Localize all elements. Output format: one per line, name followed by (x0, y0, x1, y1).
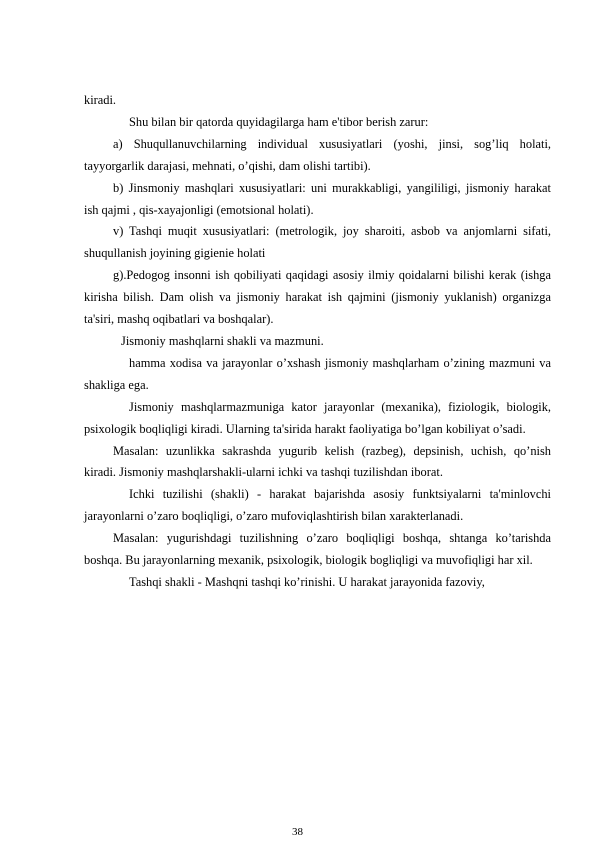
paragraph: hamma xodisa va jarayonlar o’xshash jismoniy mashqlarham o’zining mazmuni va shakliga ega. (84, 355, 551, 392)
paragraph: Tashqi shakli - Mashqni tashqi ko’rinishi. U harakat jarayonida fazoviy, (129, 574, 485, 589)
paragraph: Jismoniy mashqlarmazmuniga kator jarayonlar (mexanika), fiziologik, biologik, psixologik boqliqligi kiradi. Ularning ta'sirida harakt faoliyatiga bo’lgan kobiliyat o’sadi. (84, 399, 551, 436)
paragraph: g).Pedogog insonni ish qobiliyati qaqidagi asosiy ilmiy qoidalarni bilishi kerak (ishga kirisha bilish. Dam olish va jismoniy harakat ish qajmini (jismoniy yuklanish) organizga ta'siri, mashq oqibatlari va boshqalar). (84, 268, 551, 327)
paragraph: b) Jinsmoniy mashqlari xususiyatlari: uni murakkabligi, yangililigi, jismoniy harakat ish qajmi , qis-xayajonligi (emotsional holati). (84, 180, 551, 217)
body-text (84, 90, 551, 594)
paragraph: Shu bilan bir qatorda quyidagilarga ham e'tibor berish zarur: (129, 114, 429, 129)
page-number: 38 (292, 826, 303, 838)
paragraph: a) Shuqullanuvchilarning individual xususiyatlari (yoshi, jinsi, sog’liq holati, tayyorgarlik darajasi, mehnati, o’qishi, dam olishi tartibi). (84, 136, 551, 173)
section-heading: Jismoniy mashqlarni shakli va mazmuni. (121, 333, 324, 348)
paragraph: v) Tashqi muqit xususiyatlari: (metrologik, joy sharoiti, asbob va anjomlarni sifati, shuqullanish joyining gigienie holati (84, 224, 551, 261)
paragraph: Masalan: uzunlikka sakrashda yugurib kelish (razbeg), depsinish, uchish, qo’nish kiradi. Jismoniy mashqlarshakli-ularni ichki va tashqi tuzilishdan iborat. (84, 443, 551, 480)
paragraph: kiradi. (84, 93, 116, 107)
paragraph: Masalan: yugurishdagi tuzilishning o’zaro boqliqligi boshqa, shtanga ko’tarishda boshqa. Bu jarayonlarning mexanik, psixologik, biologik bogliqligi va muvofiqligi har xil. (84, 531, 551, 568)
paragraph: Ichki tuzilishi (shakli) - harakat bajarishda asosiy funktsiyalarni ta'minlovchi jarayonlarni o’zaro boqliqligi, o’zaro mufoviqlashtirish bilan xarakterlanadi. (84, 487, 551, 524)
